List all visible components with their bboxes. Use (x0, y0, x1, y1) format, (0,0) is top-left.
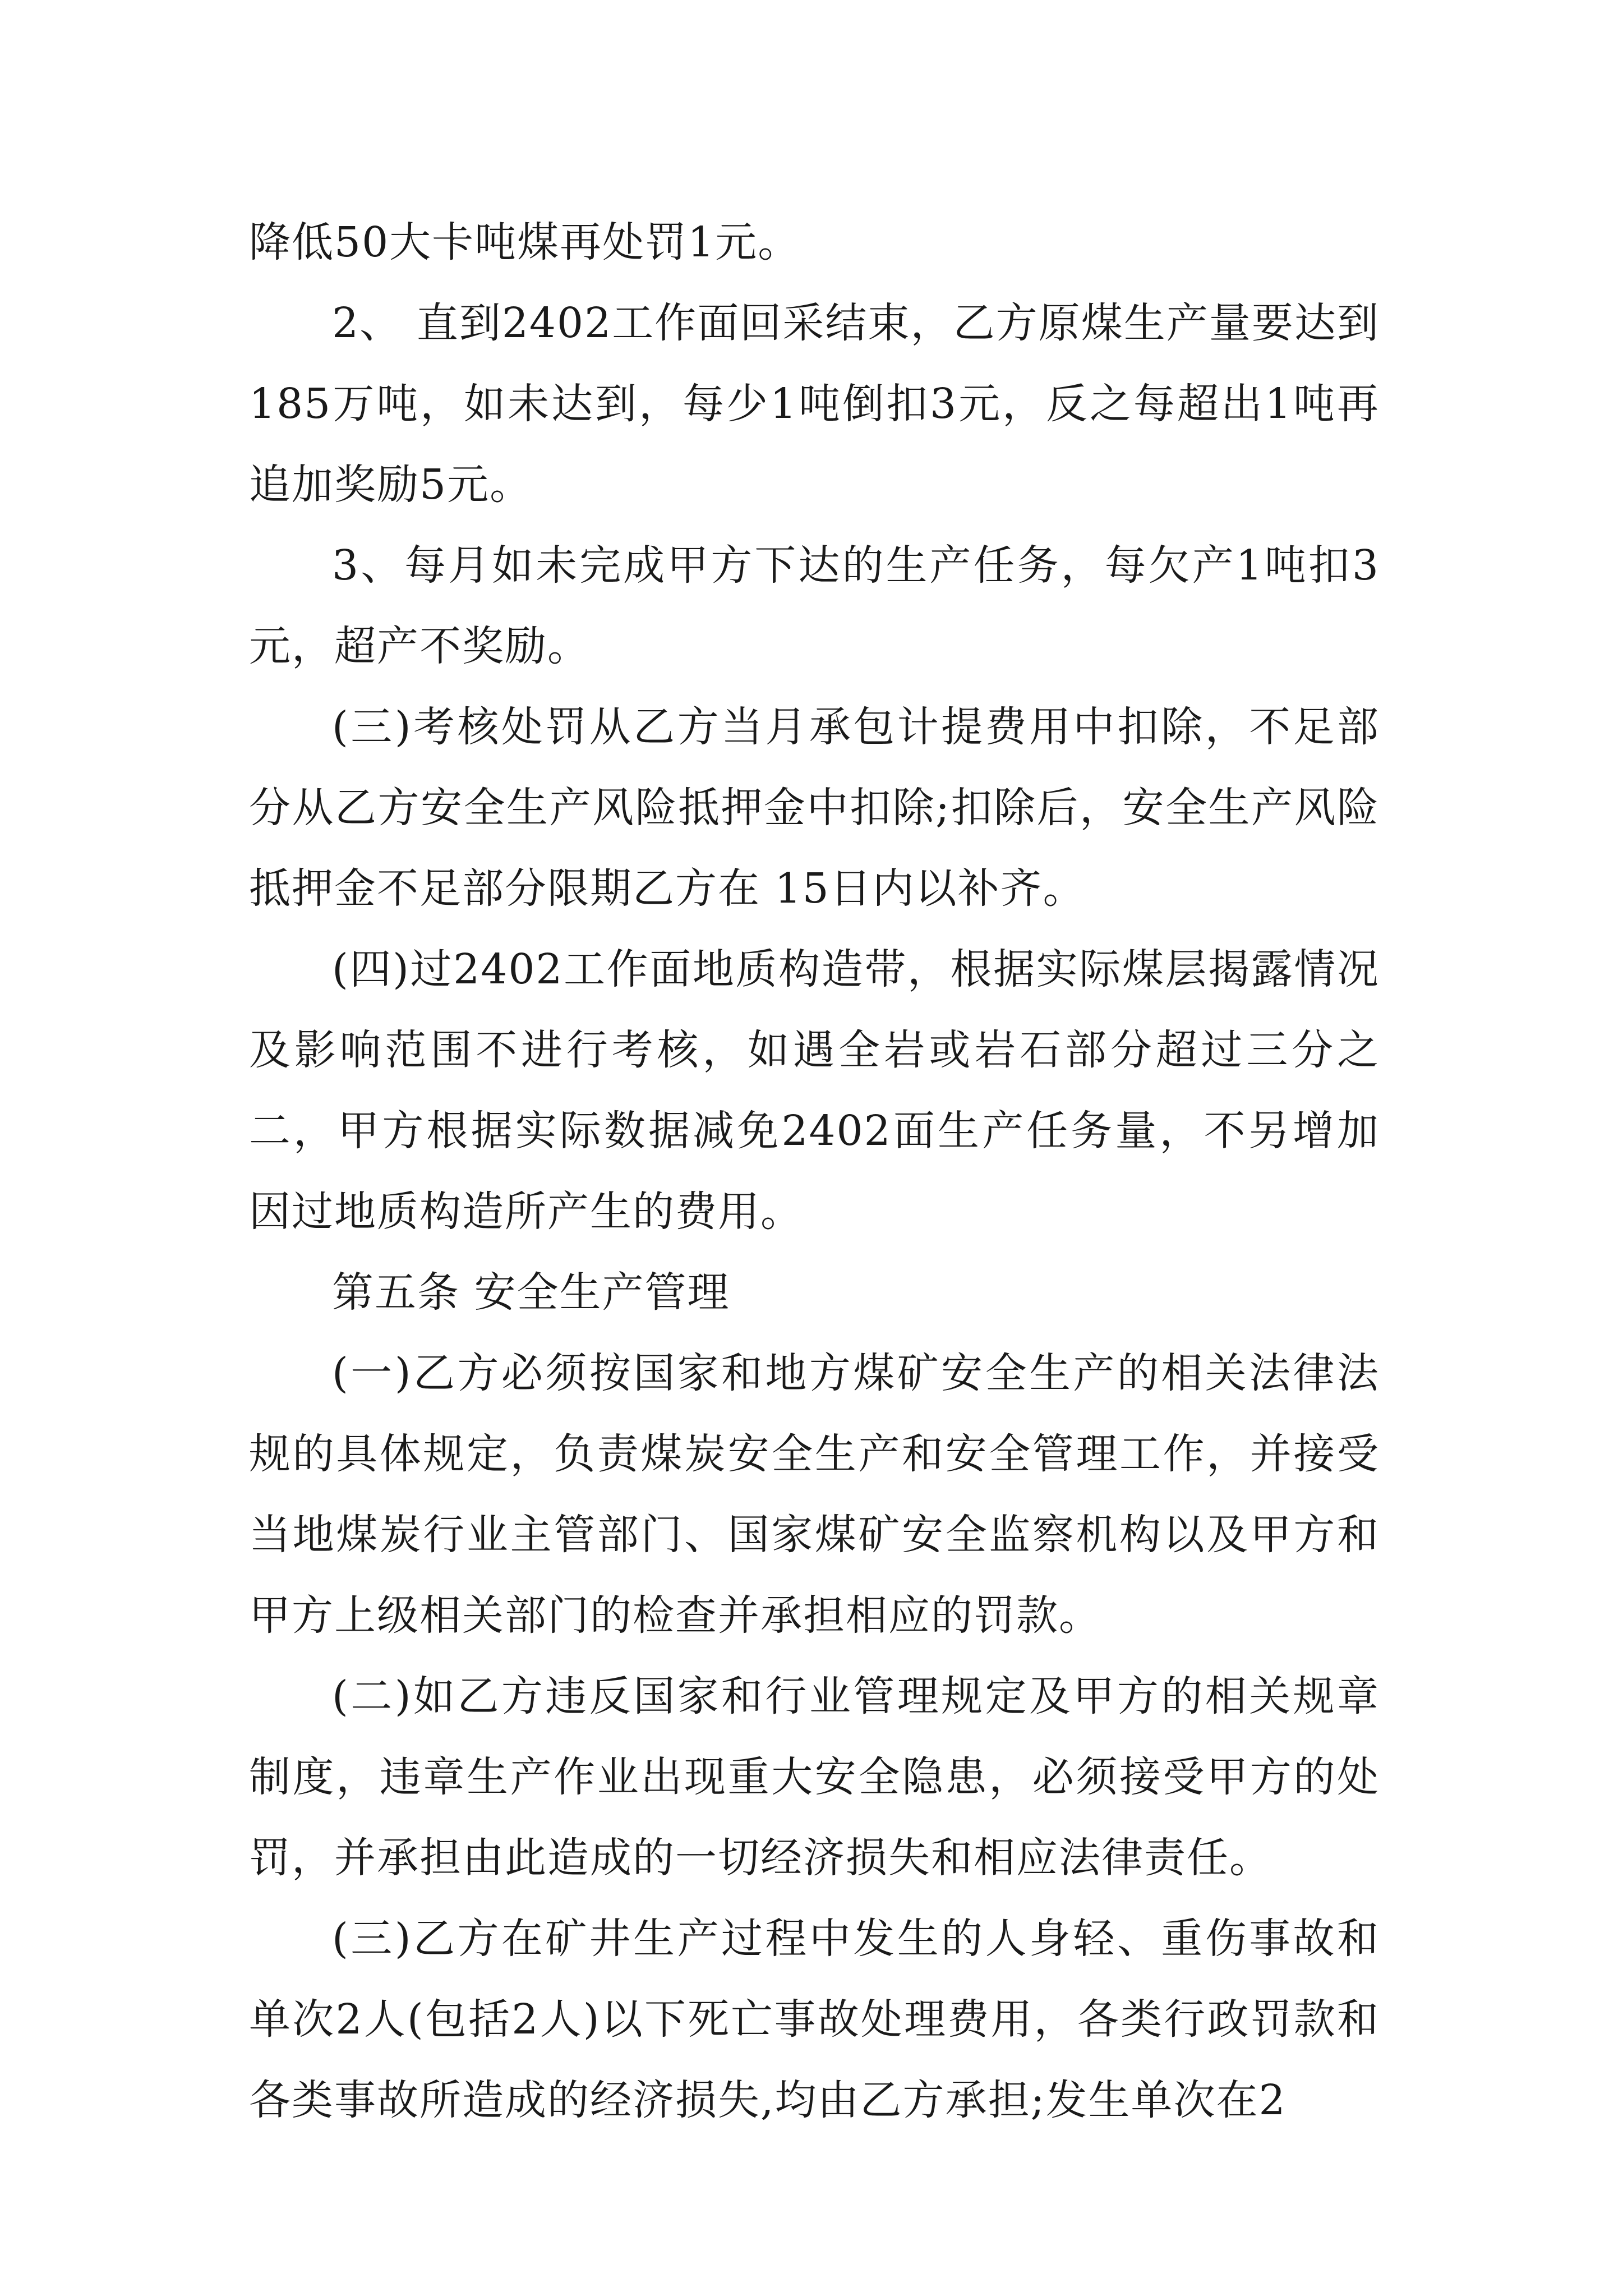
paragraph-1: 降低50大卡吨煤再处罚1元。 (249, 218, 801, 266)
document-body (249, 202, 1380, 2141)
paragraph-4: (三)考核处罚从乙方当月承包计提费用中扣除，不足部分从乙方安全生产风险抵押金中扣除;扣除后，安全生产风险抵押金不足部分限期乙方在 15日内以补齐。 (249, 703, 1380, 913)
paragraph-2: 2、 直到2402工作面回采结束，乙方原煤生产量要达到185万吨，如未达到，每少1吨倒扣3元，反之每超出1吨再追加奖励5元。 (249, 299, 1380, 509)
paragraph-6: (一)乙方必须按国家和地方煤矿安全生产的相关法律法规的具体规定，负责煤炭安全生产和安全管理工作，并接受当地煤炭行业主管部门、国家煤矿安全监察机构以及甲方和甲方上级相关部门的检查并承担相应的罚款。 (249, 1349, 1380, 1640)
paragraph-3: 3、每月如未完成甲方下达的生产任务，每欠产1吨扣3元，超产不奖励。 (249, 541, 1380, 670)
paragraph-8: (三)乙方在矿井生产过程中发生的人身轻、重伤事故和单次2人(包括2人)以下死亡事故处理费用，各类行政罚款和各类事故所造成的经济损失,均由乙方承担;发生单次在2 (249, 1915, 1380, 2124)
section-heading: 第五条 安全生产管理 (332, 1268, 730, 1317)
paragraph-5: (四)过2402工作面地质构造带，根据实际煤层揭露情况及影响范围不进行考核，如遇全岩或岩石部分超过三分之二，甲方根据实际数据减免2402面生产任务量，不另增加因过地质构造所产生的费用。 (249, 945, 1380, 1236)
paragraph-7: (二)如乙方违反国家和行业管理规定及甲方的相关规章制度，违章生产作业出现重大安全隐患，必须接受甲方的处罚，并承担由此造成的一切经济损失和相应法律责任。 (249, 1672, 1380, 1882)
